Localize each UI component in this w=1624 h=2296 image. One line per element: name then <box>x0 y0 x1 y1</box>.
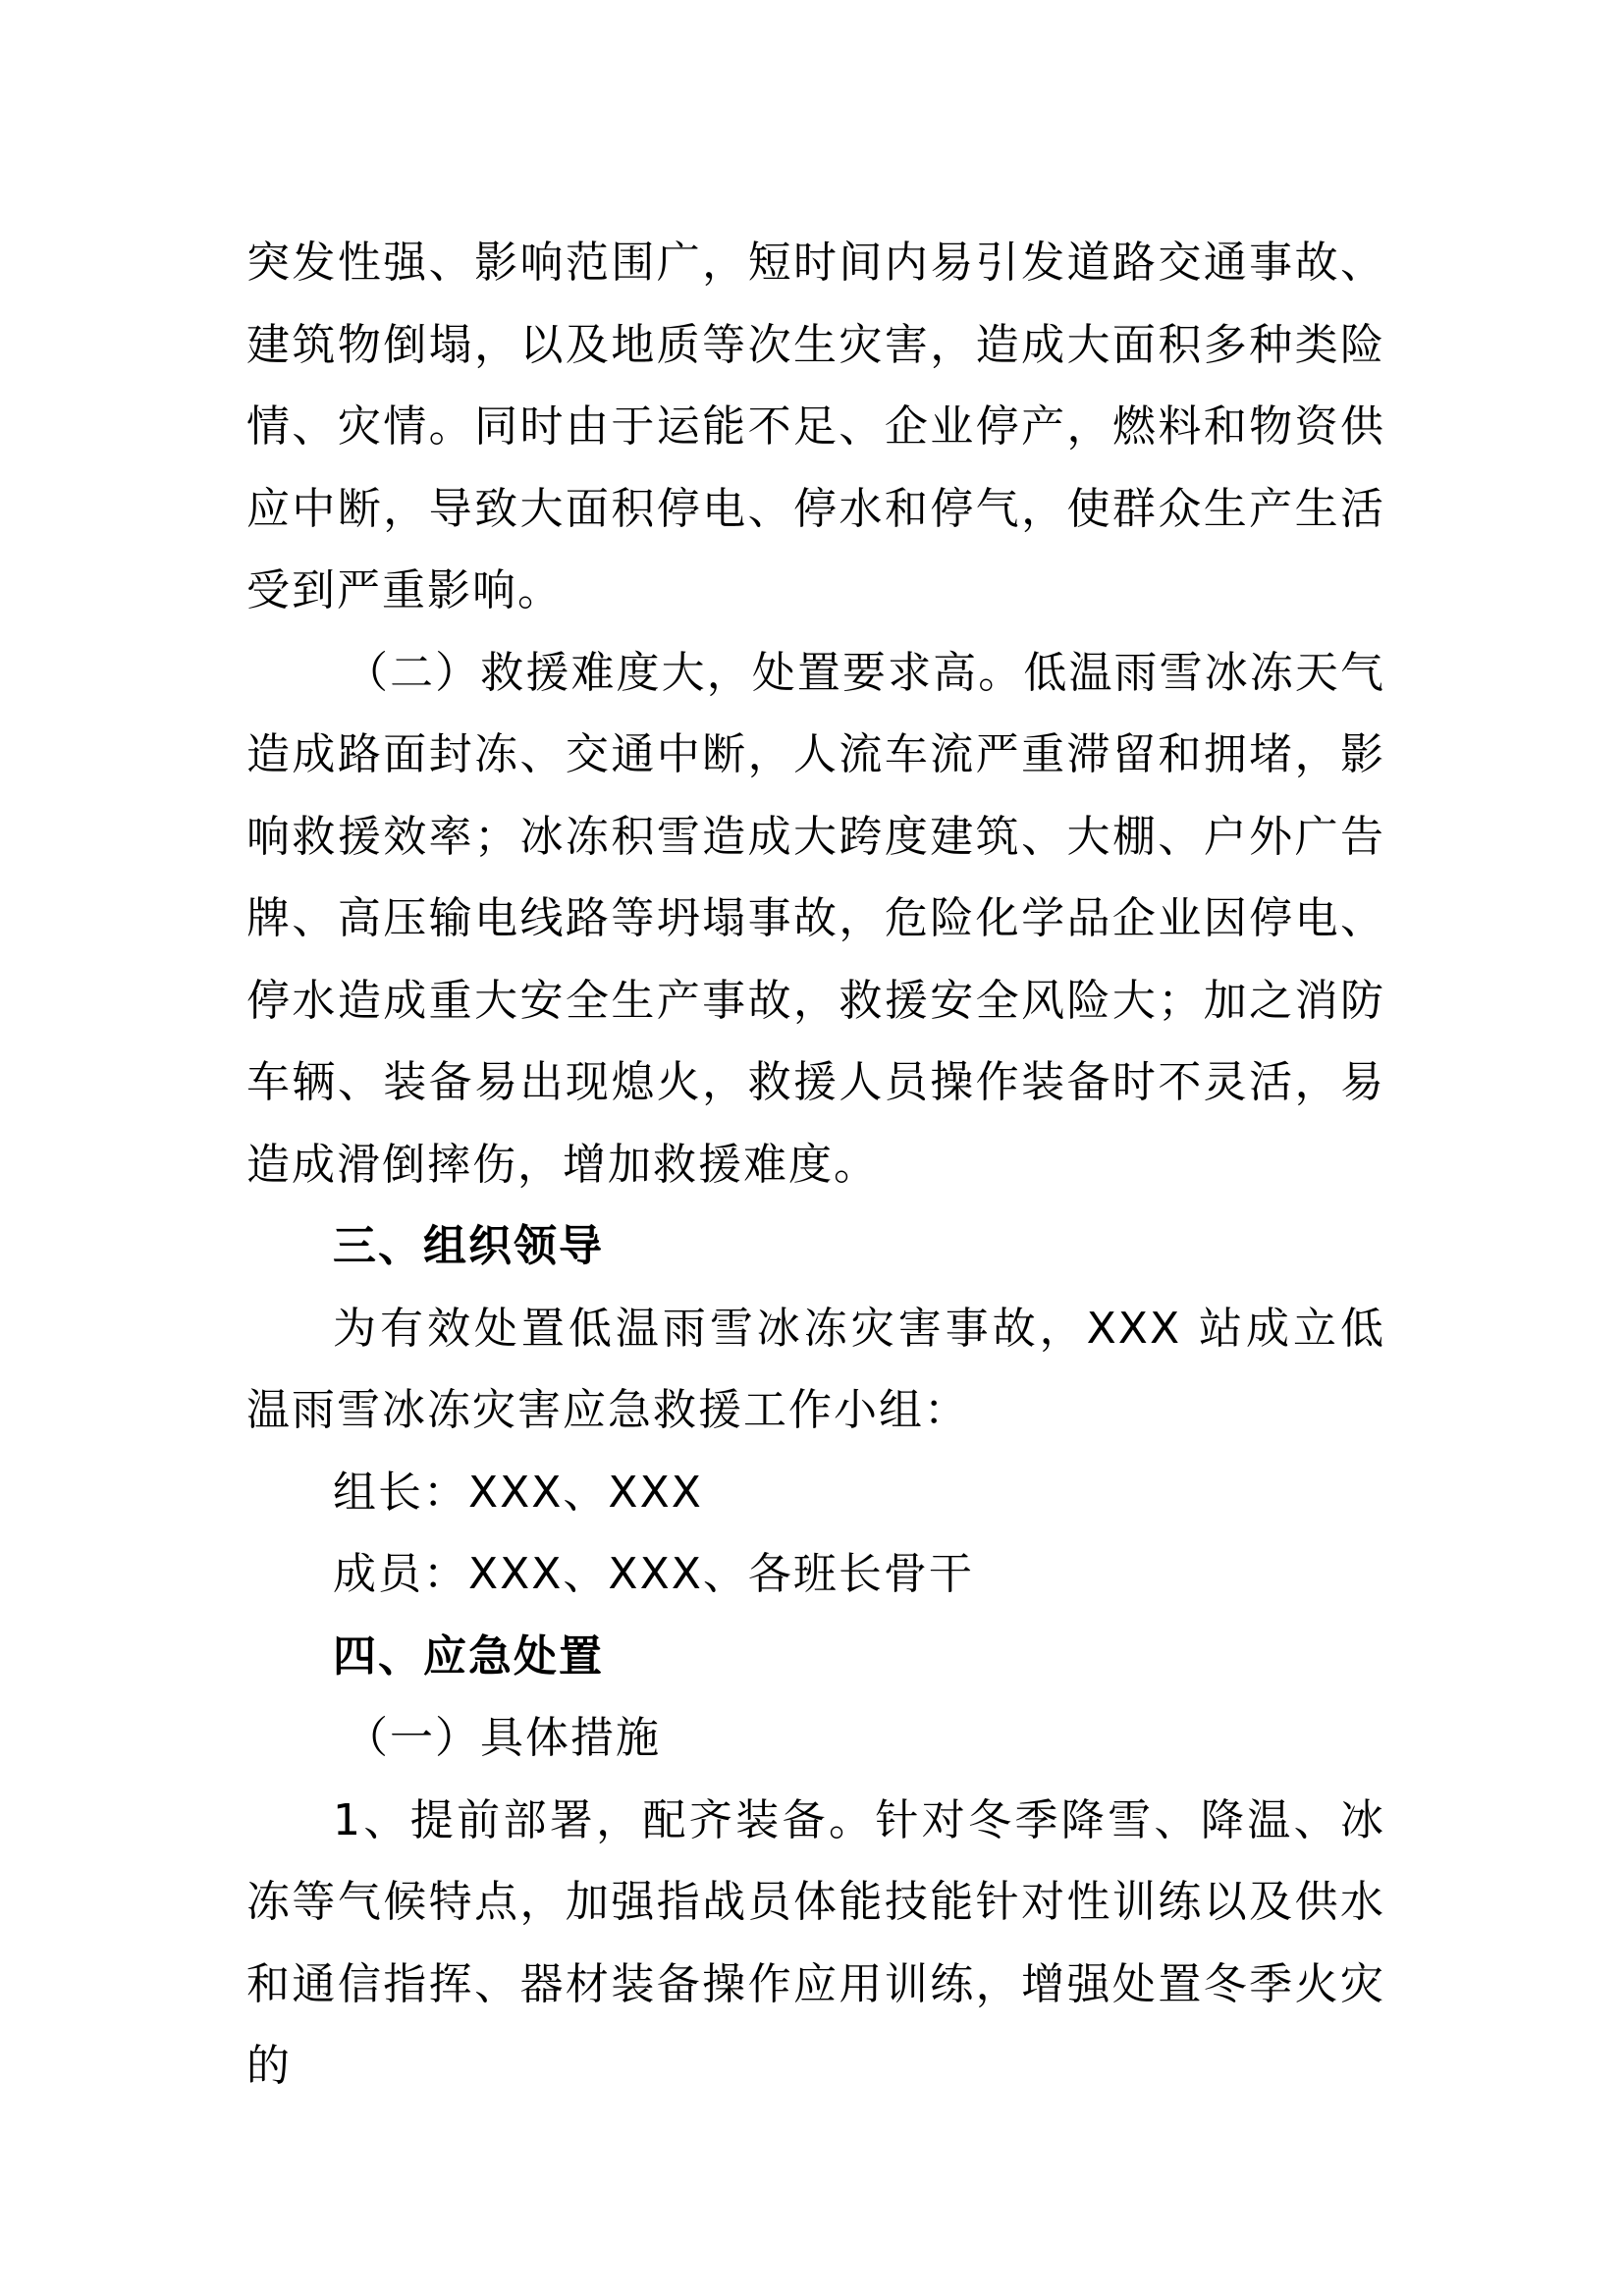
paragraph-impact: 突发性强、影响范围广，短时间内易引发道路交通事故、建筑物倒塌，以及地质等次生灾害，造成大面积多种类险情、灾情。同时由于运能不足、企业停产，燃料和物资供应中断，导致大面积停电、停水和停气，使群众生产生活受到严重影响。 <box>246 238 1385 615</box>
heading-emergency-response: 四、应急处置 <box>333 1630 604 1682</box>
paragraph-working-group: 为有效处置低温雨雪冰冻灾害事故，XXX 站成立低温雨雪冰冻灾害应急救援工作小组： <box>246 1303 1385 1435</box>
paragraph-group-members: 成员：XXX、XXX、各班长骨干 <box>333 1549 974 1599</box>
subheading-specific-measures: （一）具体措施 <box>345 1713 661 1763</box>
paragraph-advance-deployment: 1、提前部署，配齐装备。针对冬季降雪、降温、冰冻等气候特点，加强指战员体能技能针对性训练以及供水和通信指挥、器材装备操作应用训练，增强处置冬季火灾的 <box>246 1794 1385 2091</box>
document-body <box>246 222 1385 2108</box>
paragraph-rescue-difficulty: （二）救援难度大，处置要求高。低温雨雪冰冻天气造成路面封冻、交通中断，人流车流严重滞留和拥堵，影响救援效率；冰冻积雪造成大跨度建筑、大棚、户外广告牌、高压输电线路等坍塌事故，危险化学品企业因停电、停水造成重大安全生产事故，救援安全风险大；加之消防车辆、装备易出现熄火，救援人员操作装备时不灵活，易造成滑倒摔伤，增加救援难度。 <box>246 647 1385 1190</box>
paragraph-group-leader: 组长：XXX、XXX <box>333 1467 703 1518</box>
heading-organization-leadership: 三、组织领导 <box>333 1221 604 1271</box>
